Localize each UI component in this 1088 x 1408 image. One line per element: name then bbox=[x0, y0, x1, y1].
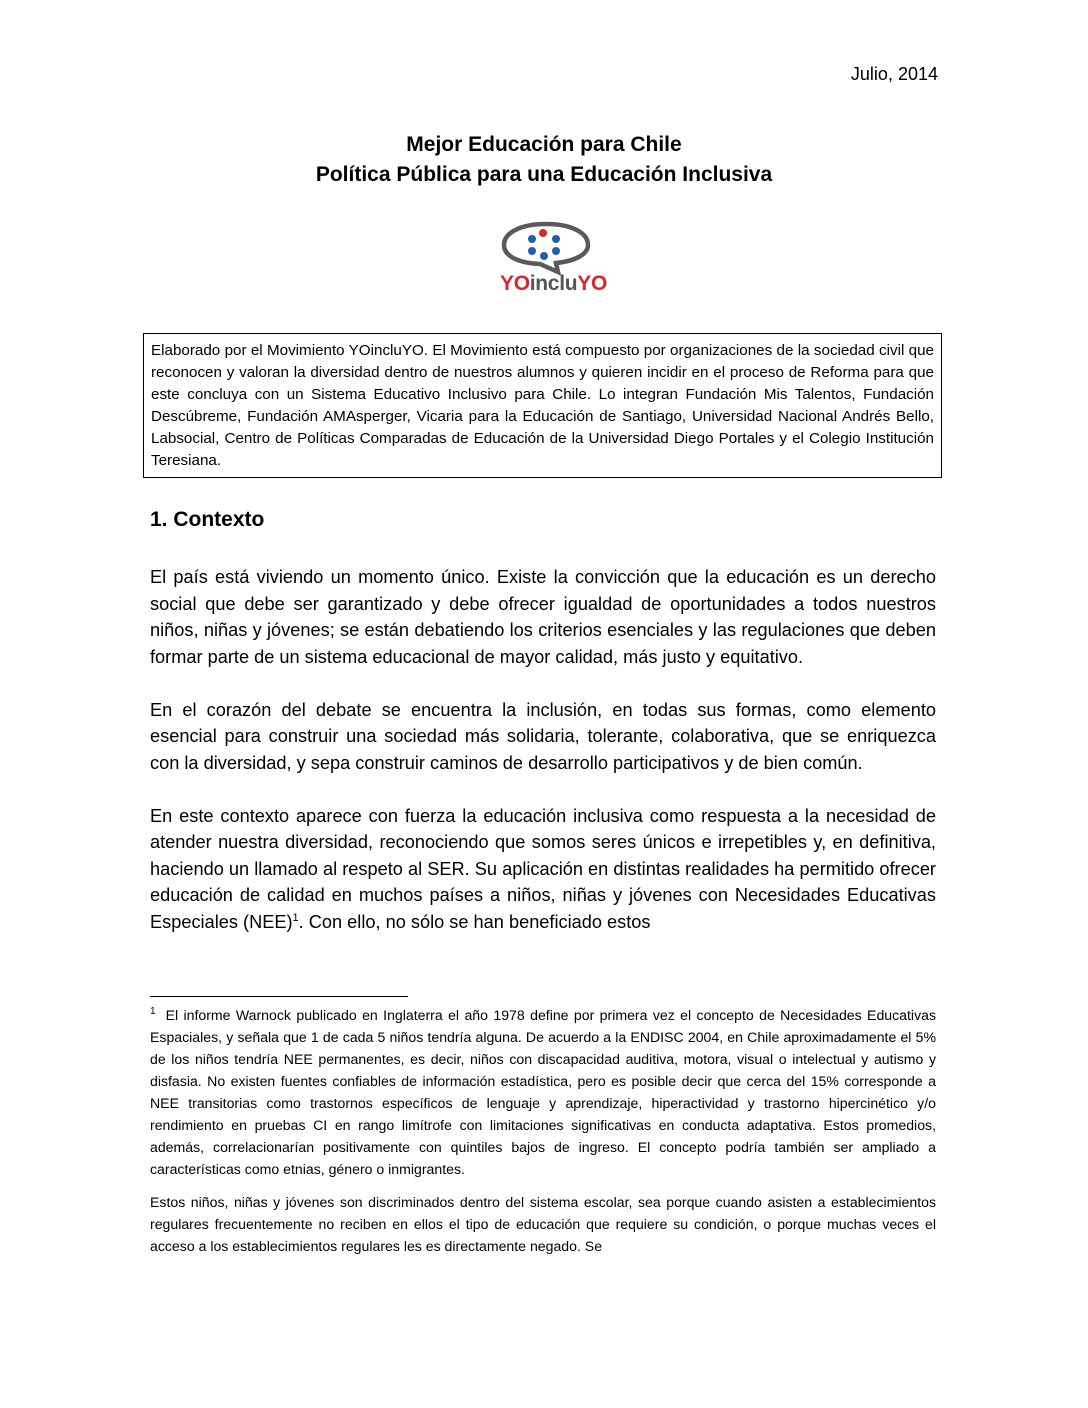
intro-box: Elaborado por el Movimiento YOincluYO. El Movimiento está compuesto por organizaciones de la sociedad civil que reconocen y valoran la diversidad dentro de nuestros alumnos y quieren incidir en el proceso de Reforma para que este concluya con un Sistema Educativo Inclusivo para Chile. Lo integran Fundación Mis Talentos, Fundación Descúbreme, Fundación AMAsperger, Vicaria para la Educación de Santiago, Universidad Nacional Andrés Bello, Labsocial, Centro de Políticas Comparadas de Educación de la Universidad Diego Portales y el Colegio Institución Teresiana. bbox=[143, 333, 942, 478]
footnote-reference[interactable]: 1 bbox=[292, 911, 299, 924]
title-line-1: Mejor Educación para Chile bbox=[406, 133, 682, 156]
footnote-separator bbox=[150, 996, 408, 997]
document-title bbox=[0, 130, 1088, 190]
footnote-paragraph bbox=[150, 1004, 936, 1180]
footnote-number: 1 bbox=[150, 1006, 156, 1018]
paragraph-text: En este contexto aparece con fuerza la educación inclusiva como respuesta a la necesidad de atender nuestra diversidad, reconociendo que somos seres únicos e irrepetibles y, en definitiva, haciendo un llamado al respeto al SER. Su aplicación en distintas realidades ha permitido ofrecer educación de calidad en muchos países a niños, niñas y jóvenes con Necesidades Educativas Especiales (NEE) bbox=[150, 805, 936, 932]
footnote bbox=[150, 1004, 936, 1268]
document-date: Julio, 2014 bbox=[850, 64, 938, 84]
paragraph-text-after: . Con ello, no sólo se han beneficiado estos bbox=[298, 911, 651, 932]
footnote-text: El informe Warnock publicado en Inglaterra el año 1978 define por primera vez el concepto de Necesidades Educativas Espaciales, y señala que 1 de cada 5 niños tendría alguna. De acuerdo a la ENDISC 2004, en Chile aproximadamente el 5% de los niños tendría NEE permanentes, es decir, niños con discapacidad auditiva, motora, visual o intelectual y autismo y disfasia. No existen fuentes confiables de información estadística, pero es posible decir que cerca del 15% corresponde a NEE transitorias como trastornos específicos de lenguaje y aprendizaje, hiperactividad y trastorno hipercinético y/o rendimiento en pruebas CI en rango limítrofe con limitaciones significativas en conducta adaptativa. Estos promedios, además, correlacionarían positivamente con quintiles bajos de ingreso. El concepto podría también ser ampliado a características como etnias, género o inmigrantes. bbox=[150, 1007, 936, 1177]
logo-dot-red bbox=[539, 229, 547, 237]
section-heading: 1. Contexto bbox=[150, 508, 265, 531]
paragraph: En el corazón del debate se encuentra la inclusión, en todas sus formas, como elemento esencial para construir una sociedad más solidaria, tolerante, colaborativa, que se enriquezca con la diversidad, y sepa construir caminos de desarrollo participativos y de bien común. bbox=[150, 699, 936, 773]
paragraph: El país está viviendo un momento único. Existe la convicción que la educación es un derecho social que debe ser garantizado y debe ofrecer igualdad de oportunidades a todos nuestros niños, niñas y jóvenes; se están debatiendo los criterios esenciales y las regulaciones que deben formar parte de un sistema educacional de mayor calidad, más justo y equitativo. bbox=[150, 567, 936, 667]
footnote-continuation: Estos niños, niñas y jóvenes son discriminados dentro del sistema escolar, sea porque cuando asisten a establecimientos regulares frecuentemente no reciben en ellos el tipo de educación que requiere su condición, o porque muchas veces el acceso a los establecimientos regulares les es directamente negado. Se bbox=[150, 1194, 936, 1254]
logo-text-yo: YO bbox=[500, 272, 530, 295]
logo-dot bbox=[552, 247, 560, 255]
logo-text-yo-2: YO bbox=[577, 272, 608, 295]
section-body bbox=[150, 564, 936, 962]
logo-dot bbox=[528, 235, 536, 243]
yoincluyo-logo bbox=[496, 220, 626, 300]
logo-dot bbox=[540, 252, 548, 260]
logo-text-inclu: inclu bbox=[529, 272, 578, 295]
logo-dot bbox=[552, 235, 560, 243]
logo-dot bbox=[528, 247, 536, 255]
logo-wordmark bbox=[500, 272, 607, 296]
speech-bubble-icon bbox=[496, 220, 596, 276]
paragraph bbox=[150, 803, 936, 936]
title-line-2: Política Pública para una Educación Inclusiva bbox=[315, 163, 773, 186]
